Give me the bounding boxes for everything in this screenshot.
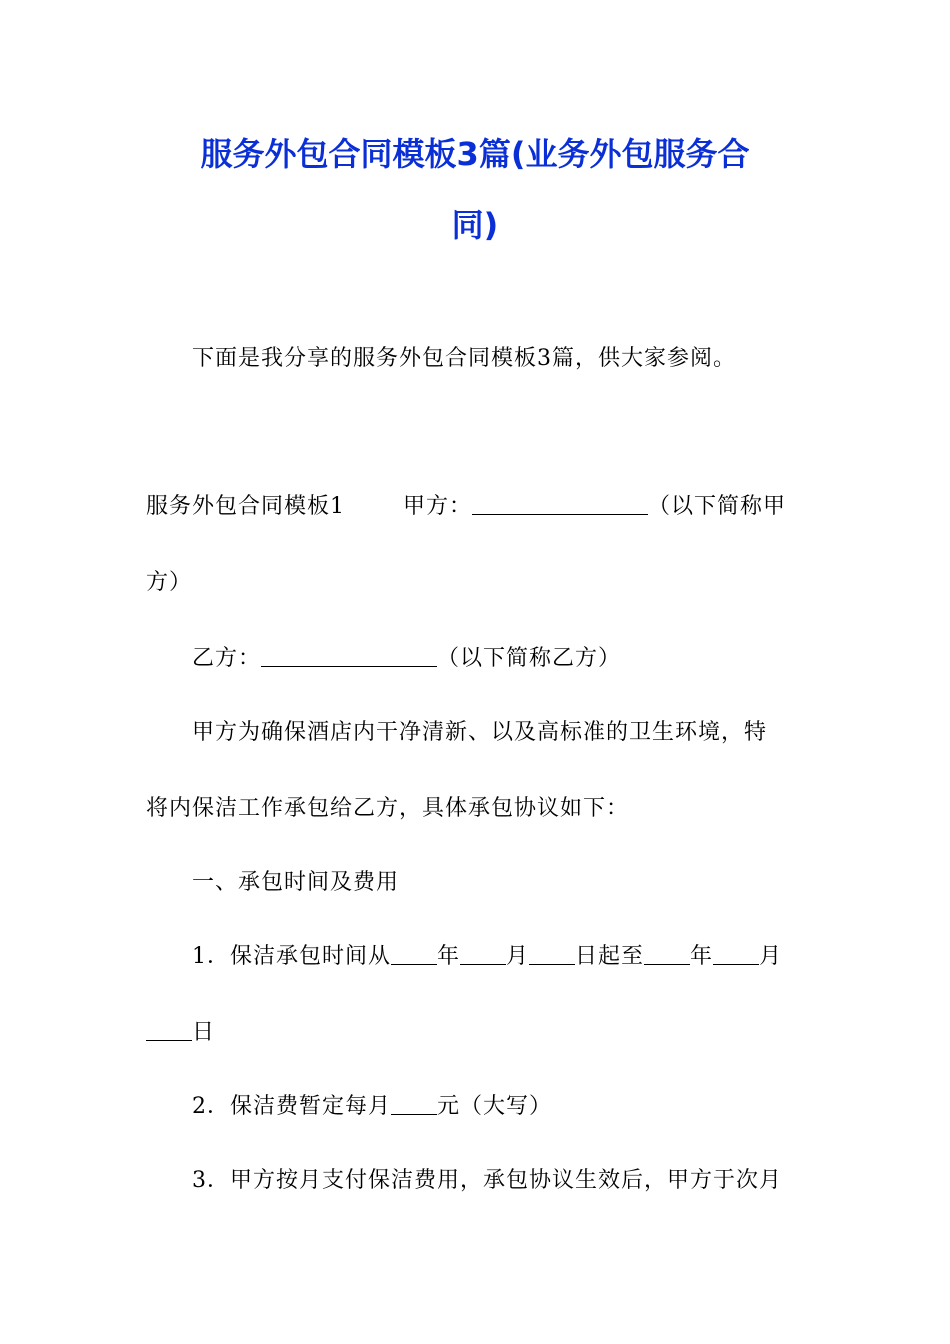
party-b-label: 乙方： [192,646,262,671]
item-2-suffix: 元（大写） [437,1094,553,1119]
item-2-prefix: 2．保洁费暂定每月 [192,1094,391,1119]
item-1-prefix: 1．保洁承包时间从 [192,944,391,969]
start-month-label: 月 [506,944,530,969]
item-2-line [192,1092,852,1122]
start-year-blank [391,942,437,965]
item-3-line-1: 3．甲方按月支付保洁费用，承包协议生效后，甲方于次月 [192,1168,782,1193]
document-title-line-2: 同) [451,206,499,244]
item-1-line [192,942,852,972]
purpose-line-2: 将内保洁工作承包给乙方，具体承包协议如下： [146,796,630,821]
party-a-suffix: （以下简称甲 [648,494,787,519]
end-day-blank [146,1018,192,1041]
document-title-line-1: 服务外包合同模板3篇(业务外包服务合 [200,135,750,173]
end-year-label: 年 [690,944,714,969]
start-year-label: 年 [437,944,461,969]
party-b-suffix: （以下简称乙方） [437,646,622,671]
party-a-line [146,492,806,522]
start-month-blank [460,942,506,965]
end-day-label: 日 [192,1020,216,1045]
end-month-blank [713,942,759,965]
party-a-label: 甲方： [403,494,473,519]
item-1-line-2 [146,1018,806,1048]
party-b-line [192,644,852,674]
party-a-blank [472,492,648,515]
start-day-blank [529,942,575,965]
section-1-heading: 一、承包时间及费用 [192,870,400,895]
party-b-blank [261,644,437,667]
intro-paragraph: 下面是我分享的服务外包合同模板3篇，供大家参阅。 [192,346,736,371]
purpose-line-1: 甲方为确保酒店内干净清新、以及高标准的卫生环境，特 [192,720,768,745]
end-month-label: 月 [759,944,783,969]
end-year-blank [644,942,690,965]
monthly-fee-blank [391,1092,437,1115]
template-1-heading: 服务外包合同模板1 [146,494,345,519]
party-a-suffix-continued: 方） [146,570,193,595]
start-day-label: 日起至 [575,944,645,969]
